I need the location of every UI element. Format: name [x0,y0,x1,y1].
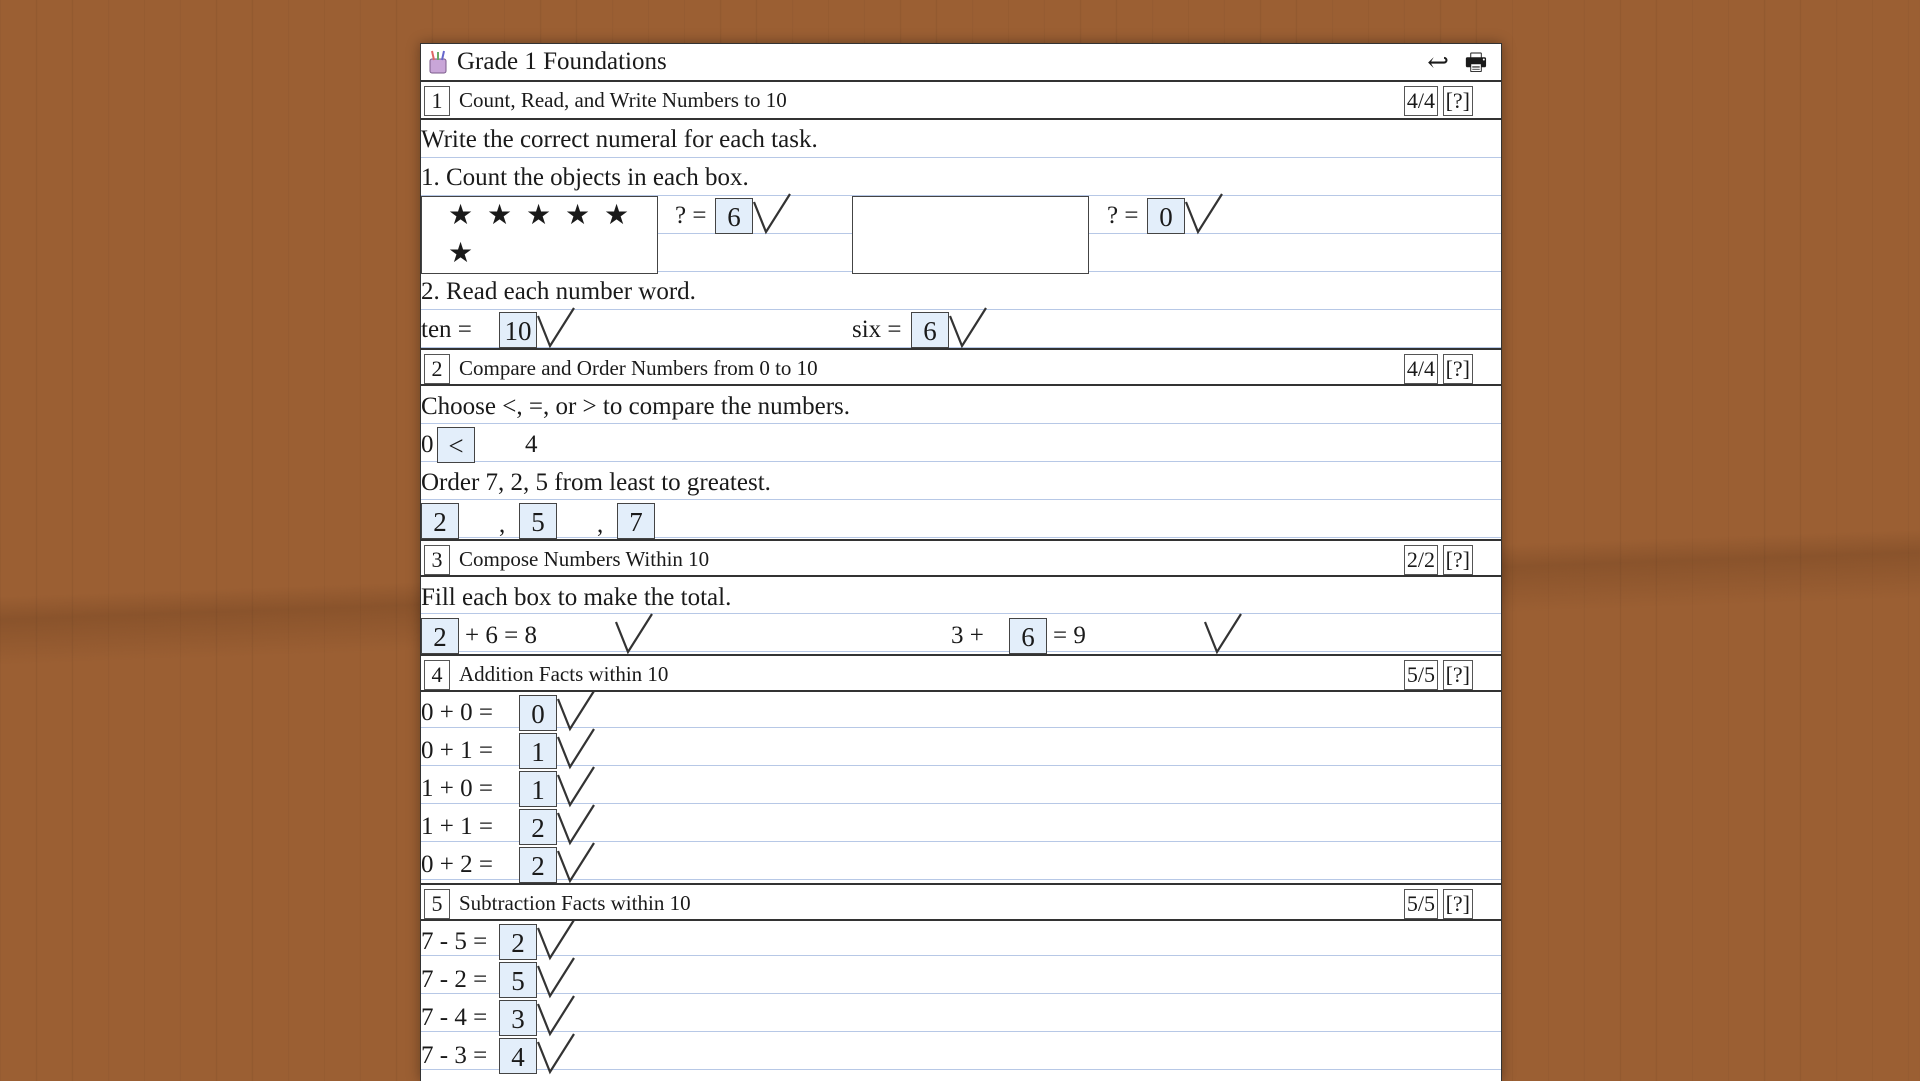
compare-left: 0 [421,431,434,458]
star-icon: ★ [565,200,591,231]
section-header [421,539,1501,577]
section-number: 4 [424,660,450,690]
order-box[interactable]: 2 [421,503,459,539]
fact-question: 7 - 2 = [421,966,488,993]
answer-box[interactable]: 5 [499,962,537,998]
star-icon: ★ [604,200,630,231]
section-score: 5/5 [1404,660,1438,690]
app-title: Grade 1 Foundations [457,48,667,75]
answer-box[interactable]: 2 [499,924,537,960]
answer-box[interactable]: 4 [499,1038,537,1074]
pencil-cup-icon [427,50,449,74]
question-label: ? = [675,202,707,229]
comma: , [597,511,604,538]
star-icon: ★ [526,200,552,231]
order-box[interactable]: 5 [519,503,557,539]
comma: , [499,511,506,538]
section-header [421,82,1501,120]
equation-text: + 6 = 8 [465,622,537,649]
help-button[interactable]: [?] [1443,86,1473,116]
answer-box[interactable]: 2 [421,618,459,654]
answer-box[interactable]: 6 [911,312,949,348]
section-title: Compare and Order Numbers from 0 to 10 [459,356,818,380]
instruction-text: Write the correct numeral for each task. [421,126,818,153]
section-number: 2 [424,354,450,384]
star-icon: ★ [448,238,474,269]
star-icon: ★ [487,200,513,231]
section-title: Compose Numbers Within 10 [459,547,710,571]
fact-question: 0 + 2 = [421,851,493,878]
instruction-text: Order 7, 2, 5 from least to greatest. [421,469,771,496]
check-mark-icon [556,841,598,887]
printer-icon[interactable]: 🖶 [1464,50,1488,76]
task-text: 2. Read each number word. [421,278,696,305]
fact-question: 7 - 5 = [421,928,488,955]
help-button[interactable]: [?] [1443,660,1473,690]
equation-text: = 9 [1053,622,1086,649]
section-title: Addition Facts within 10 [459,662,669,686]
check-mark-icon [948,306,990,352]
check-mark-icon [536,1032,578,1078]
fact-question: 0 + 0 = [421,699,493,726]
task-text: 1. Count the objects in each box. [421,164,749,191]
back-arrow-icon[interactable]: ↩ [1427,48,1449,77]
check-mark-icon [614,612,656,658]
fact-question: 1 + 1 = [421,813,493,840]
check-mark-icon [1184,192,1226,238]
instruction-text: Choose <, =, or > to compare the numbers. [421,393,851,420]
help-button[interactable]: [?] [1443,545,1473,575]
section-score: 4/4 [1404,86,1438,116]
section-number: 5 [424,889,450,919]
answer-box[interactable]: 0 [519,695,557,731]
section-title: Count, Read, and Write Numbers to 10 [459,88,787,112]
answer-box[interactable]: 1 [519,771,557,807]
order-box[interactable]: 7 [617,503,655,539]
fact-question: 1 + 0 = [421,775,493,802]
help-button[interactable]: [?] [1443,889,1473,919]
answer-box[interactable]: 10 [499,312,537,348]
number-word: six = [852,316,902,343]
section-header [421,348,1501,386]
section-number: 1 [424,86,450,116]
check-mark-icon [536,306,578,352]
section-title: Subtraction Facts within 10 [459,891,691,915]
check-mark-icon [1203,612,1245,658]
star-icon: ★ [448,200,474,231]
section-score: 5/5 [1404,889,1438,919]
question-label: ? = [1107,202,1139,229]
count-box-1 [421,196,658,274]
compare-select[interactable]: < [437,427,475,463]
title-bar [421,44,1501,82]
check-mark-icon [752,192,794,238]
answer-box[interactable]: 0 [1147,198,1185,234]
help-button[interactable]: [?] [1443,354,1473,384]
fact-question: 0 + 1 = [421,737,493,764]
answer-box[interactable]: 1 [519,733,557,769]
equation-text: 3 + [951,622,984,649]
section-score: 2/2 [1404,545,1438,575]
fact-question: 7 - 3 = [421,1042,488,1069]
section-header [421,654,1501,692]
compare-right: 4 [525,431,538,458]
answer-box[interactable]: 6 [715,198,753,234]
number-word: ten = [421,316,472,343]
section-header [421,883,1501,921]
answer-box[interactable]: 2 [519,847,557,883]
answer-box[interactable]: 2 [519,809,557,845]
answer-box[interactable]: 6 [1009,618,1047,654]
count-box-2 [852,196,1089,274]
fact-question: 7 - 4 = [421,1004,488,1031]
section-number: 3 [424,545,450,575]
answer-box[interactable]: 3 [499,1000,537,1036]
instruction-text: Fill each box to make the total. [421,584,732,611]
section-score: 4/4 [1404,354,1438,384]
worksheet [420,43,1502,1081]
